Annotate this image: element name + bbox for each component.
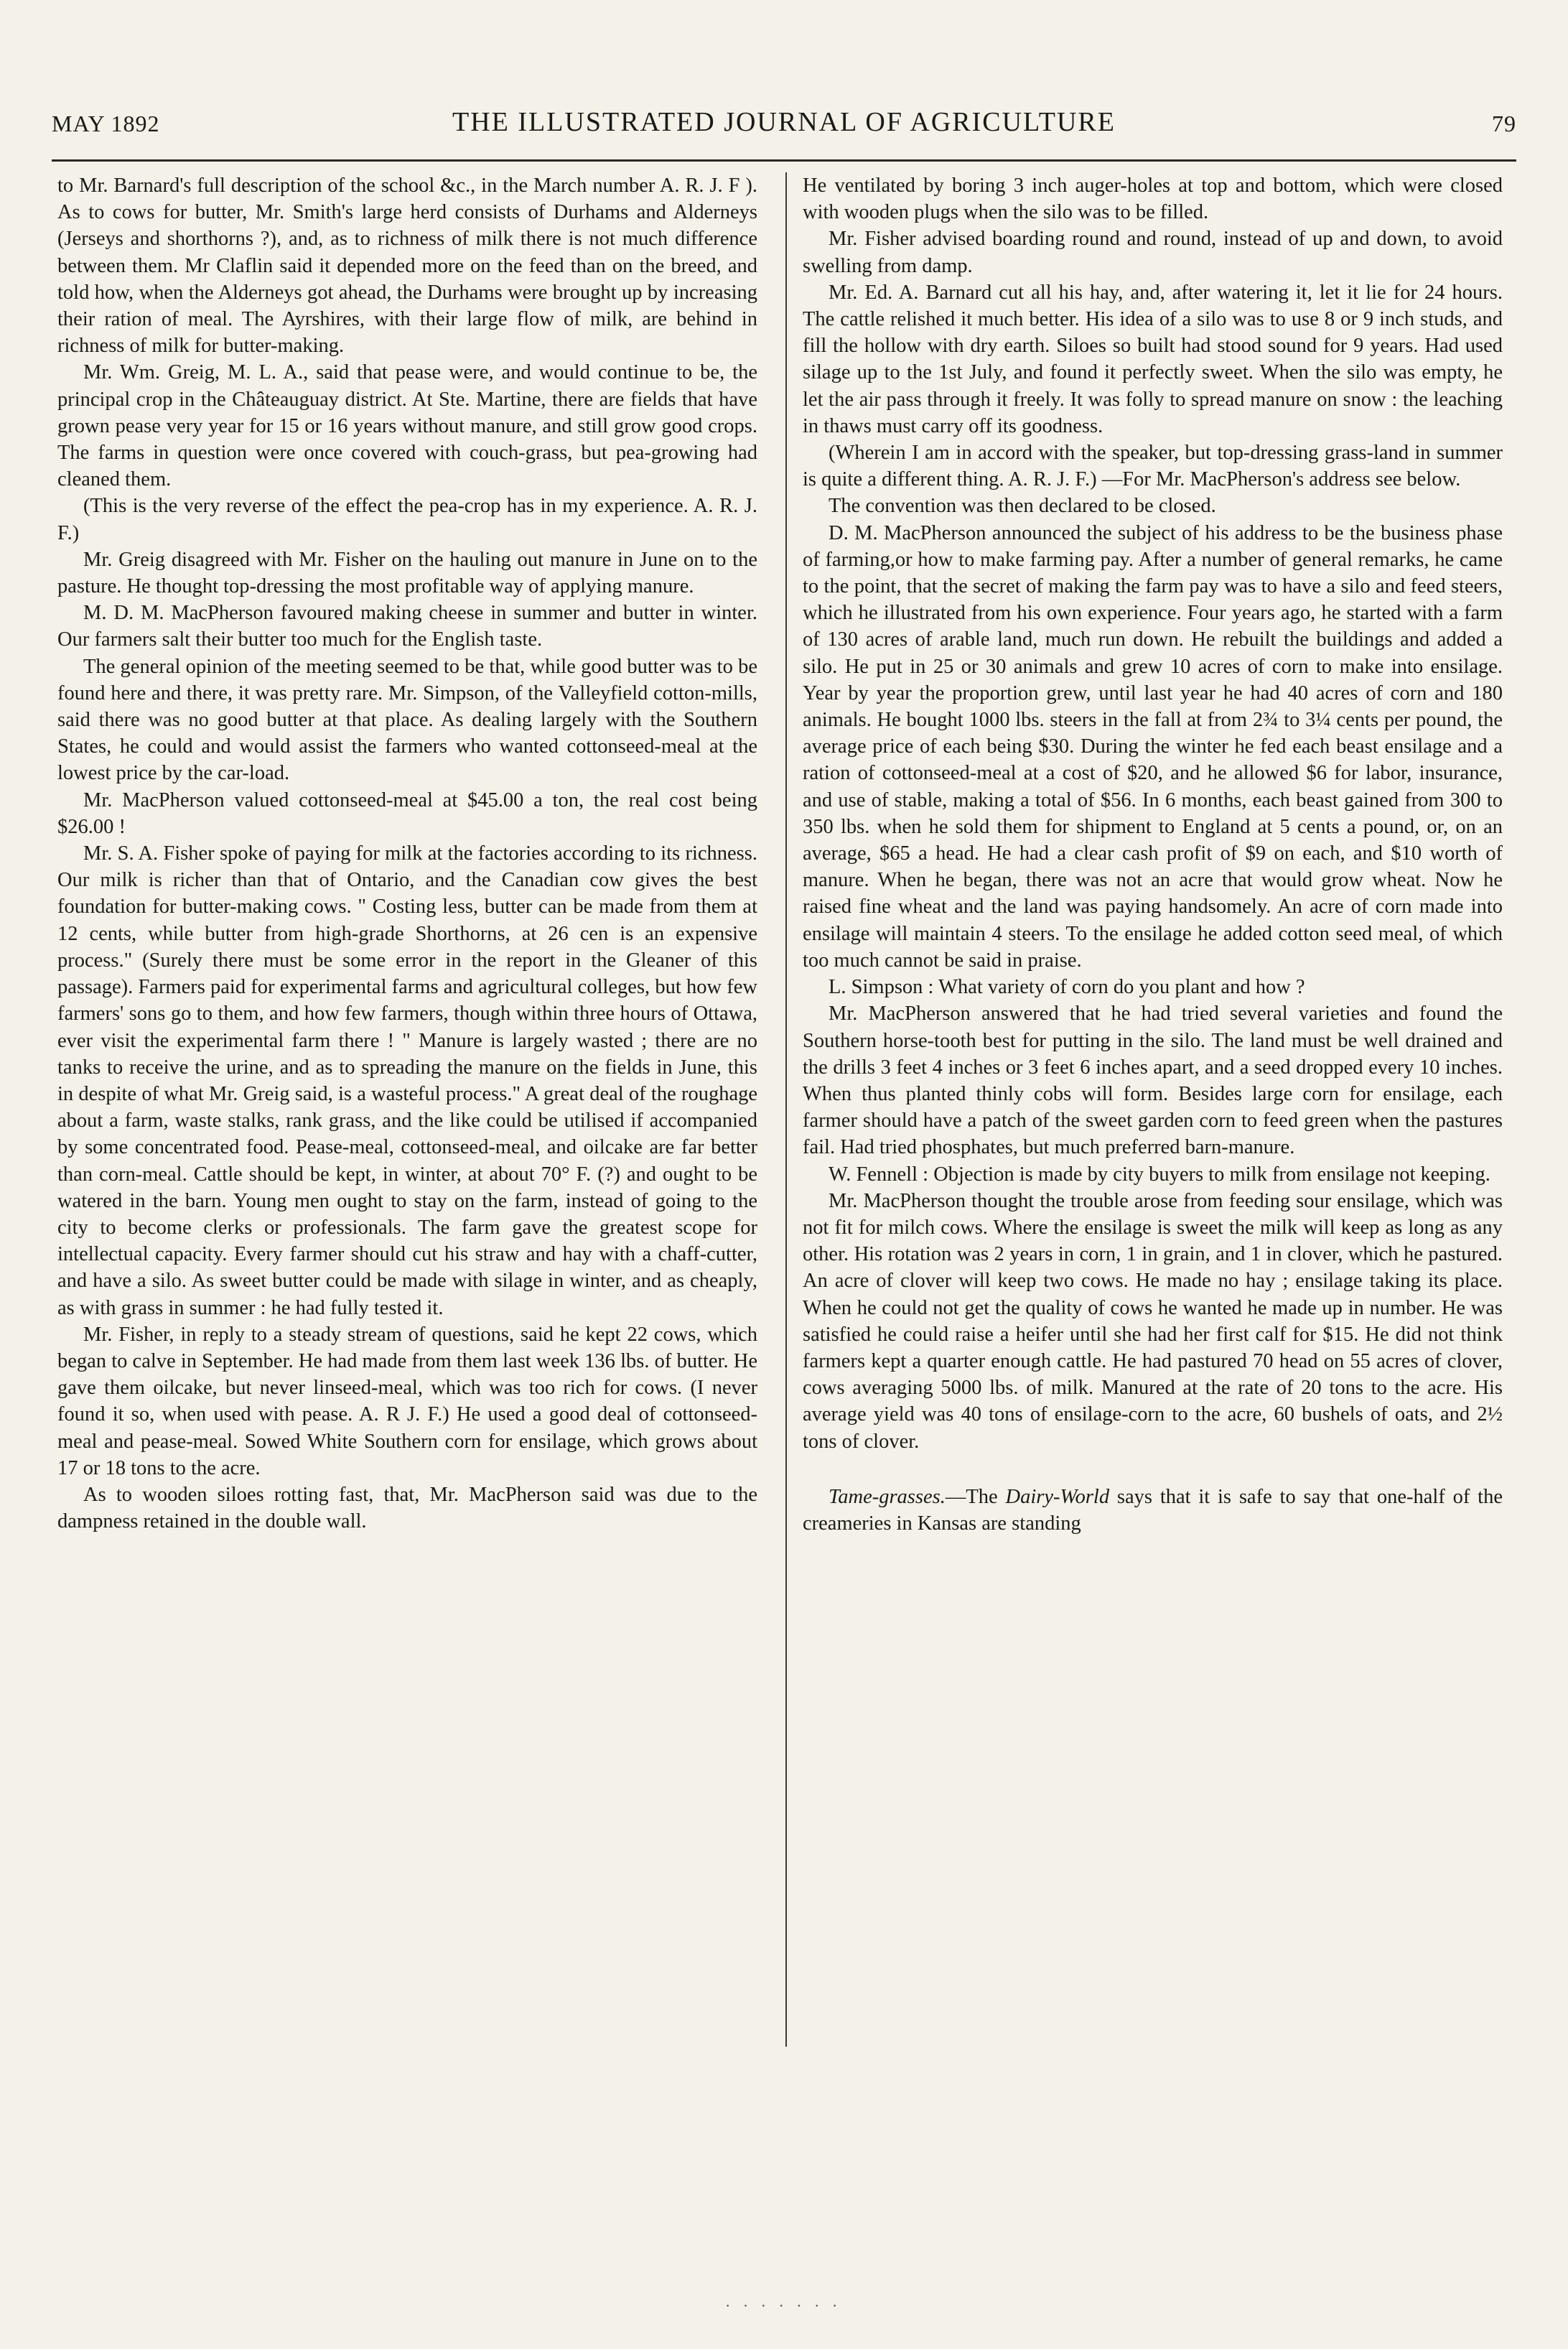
section-lead: Tame-grasses.: [829, 1485, 946, 1508]
paragraph: Mr. Wm. Greig, M. L. A., said that pease were, and would continue to be, the principal crop in the Châteauguay district. At Ste. Martine, there are fields that have grown pease very year for 15 or 16 years without manure, and still grow good crops. The farms in question were once covered with couch-grass, but pea-growing had cleaned them.: [57, 361, 757, 491]
paragraph: Mr. Fisher advised boarding round and round, instead of up and down, to avoid swelling from damp.: [803, 228, 1503, 277]
journal-title: THE ILLUSTRATED JOURNAL OF AGRICULTURE: [452, 107, 1116, 137]
tame-grasses-paragraph: [803, 1484, 1503, 1537]
paragraph: The general opinion of the meeting seemed to be that, while good butter was to be found here and there, it was pretty rare. Mr. Simpson, of the Valleyfield cotton-mills, said there was no good butter at that place. As dealing largely with the Southern States, he could and would assist the farmers who wanted cottonseed-meal at the lowest price by the car-load.: [57, 655, 757, 785]
paragraph: to Mr. Barnard's full description of the school &c., in the March number A. R. J. F ). As to cows for butter, Mr. Smith's large herd consists of Durhams and Alderneys (Jerseys and shorthorns ?), and, as to richness of milk there is not much difference between them. Mr Claflin said it depended more on the feed than on the breed, and told how, when the Alderneys got ahead, the Durhams were brought up by increasing their ration of meal. The Ayrshires, with their large flow of milk, are behind in richness of milk for butter-making.: [57, 175, 757, 358]
journal-name: Dairy-World: [1005, 1485, 1110, 1508]
paragraph: Mr. MacPherson thought the trouble arose from feeding sour ensilage, which was not fit for milch cows. Where the ensilage is sweet the milk will keep as long as any other. His rotation was 2 years in corn, 1 in grain, and 1 in clover, which he pastured. An acre of clover will keep two cows. He made no hay ; ensilage taking its place. When he could not get the quality of cows he wanted he made up in number. He was satisfied he could raise a heifer until she had her first calf for $15. He did not think farmers kept a quarter enough cattle. He had pastured 70 head on 55 acres of clover, cows averaging 5000 lbs. of milk. Manured at the rate of 20 tons to the acre. His average yield was 40 tons of ensilage-corn to the acre, 60 bushels of oats, and 2½ tons of clover.: [803, 1189, 1503, 1453]
issue-date: MAY 1892: [52, 111, 160, 136]
paragraph: Mr. Greig disagreed with Mr. Fisher on the hauling out manure in June on to the pasture. He thought top-dressing the most profitable way of applying manure.: [57, 548, 757, 598]
column-divider: [785, 172, 787, 2047]
left-column: [57, 172, 757, 1535]
paragraph: Mr. MacPherson valued cottonseed-meal at $45.00 a ton, the real cost being $26.00 !: [57, 789, 757, 838]
paragraph: Mr. MacPherson answered that he had tried several varieties and found the Southern horse-tooth best for putting in the silo. The land must be well drained and the drills 3 feet 4 inches or 3 feet 6 inches apart, and a seed dropped every 10 inches. When thus planted thinly cobs will form. Besides large corn for ensilage, each farmer should have a patch of the sweet garden corn to feed green when the pastures fail. Had tried phosphates, but much preferred barn-manure.: [803, 1003, 1503, 1159]
print-mark-decoration: · · · · · · ·: [725, 2297, 842, 2315]
right-column: [803, 172, 1503, 1537]
paragraph: As to wooden siloes rotting fast, that, Mr. MacPherson said was due to the dampness retained in the double wall.: [57, 1483, 757, 1533]
paragraph: M. D. M. MacPherson favoured making cheese in summer and butter in winter. Our farmers salt their butter too much for the English taste.: [57, 602, 757, 651]
paragraph: L. Simpson : What variety of corn do you plant and how ?: [829, 976, 1305, 999]
running-header: [52, 106, 1516, 149]
header-rule: [52, 159, 1516, 162]
paragraph: Mr. Fisher, in reply to a steady stream of questions, said he kept 22 cows, which began to calve in September. He had made from them last week 136 lbs. of butter. He gave them oilcake, but never linseed-meal, which was too rich for cows. (I never found it so, when used with pease. A. R J. F.) He used a good deal of cottonseed-meal and pease-meal. Sowed White Southern corn for ensilage, which grows about 17 or 18 tons to the acre.: [57, 1323, 757, 1479]
dash: —The: [945, 1485, 1006, 1508]
paragraph: (This is the very reverse of the effect the pea-crop has in my experience. A. R. J. F.): [57, 495, 757, 544]
paragraph-text: says that it is safe to say that one-half of the creameries in Kansas are standing: [803, 1485, 1503, 1535]
paragraph: Mr. S. A. Fisher spoke of paying for milk at the factories according to its richness. Our milk is richer than that of Ontario, and the Canadian cow gives the best foundation for butter-making cows. " Costing less, butter can be made from them at 12 cents, while butter from high-grade Shorthorns, at 26 cen is an expensive process." (Surely there must be some error in the report in the Gleaner of this passage). Farmers paid for experimental farms and agricultural colleges, but how few farmers' sons go to them, and how few farmers, though within three hours of Ottawa, ever visit the experimental farm there ! " Manure is largely wasted ; there are no tanks to receive the urine, and as to spreading the manure on the fields in June, this in despite of what Mr. Greig said, is a wasteful process." A great deal of the roughage about a farm, waste stalks, rank grass, and the like could be utilised if accompanied by some concentrated food. Pease-meal, cottonseed-meal, and oilcake are far better than corn-meal. Cattle should be kept, in winter, at about 70° F. (?) and ought to be watered in the barn. Young men ought to stay on the farm, instead of going to the city to become clerks or professionals. The farm gave the greatest scope for intellectual capacity. Every farmer should cut his straw and hay with a chaff-cutter, and have a silo. As sweet butter could be made with silage in winter, and as cheaply, as with grass in summer : he had fully tested it.: [57, 842, 757, 1319]
page-number: 79: [1492, 111, 1516, 136]
paragraph: The convention was then declared to be closed.: [829, 495, 1216, 518]
paragraph: (Wherein I am in accord with the speaker, but top-dressing grass-land in summer is quite a different thing. A. R. J. F.) —For Mr. MacPherson's address see below.: [803, 442, 1503, 491]
paragraph: D. M. MacPherson announced the subject of his address to be the business phase of farming,or how to make farming pay. After a number of general remarks, he came to the point, that the secret of making the farm pay was to have a silo and feed steers, which he illustrated from his own experience. Four years ago, he started with a farm of 130 acres of arable land, much run down. He rebuilt the buildings and added a silo. He put in 25 or 30 animals and grew 10 acres of corn to make into ensilage. Year by year the proportion grew, until last year he had 40 acres of corn and 180 animals. He bought 1000 lbs. steers in the fall at from 2¾ to 3¼ cents per pound, the average price of each being $30. During the winter he fed each beast ensilage and a ration of cottonseed-meal at a cost of $20, and he allowed $6 for labor, insurance, and use of stable, making a total of $56. In 6 months, each beast gained from 300 to 350 lbs. when he sold them for shipment to England at 5 cents a pound, or, on an average, $65 a head. He had a clear cash profit of $9 on each, and $10 worth of manure. When he began, there was not an acre that would grow wheat. Now he raised fine wheat and the land was paying handsomely. An acre of corn made into ensilage will maintain 4 steers. To the ensilage he added cotton seed meal, of which too much cannot be said in praise.: [803, 521, 1503, 972]
paragraph: He ventilated by boring 3 inch auger-holes at top and bottom, which were closed with wooden plugs when the silo was to be filled.: [803, 175, 1503, 224]
paragraph: W. Fennell : Objection is made by city buyers to milk from ensilage not keeping.: [829, 1163, 1490, 1186]
paragraph: Mr. Ed. A. Barnard cut all his hay, and, after watering it, let it lie for 24 hours. The cattle relished it much better. His idea of a silo was to use 8 or 9 inch studs, and fill the hollow with dry earth. Siloes so built had stood sound for 9 years. Had used silage up to the 1st July, and found it perfectly sweet. When the silo was empty, he let the air pass through it freely. It was folly to spread manure on snow : the leaching in thaws must carry off its goodness.: [803, 281, 1503, 437]
